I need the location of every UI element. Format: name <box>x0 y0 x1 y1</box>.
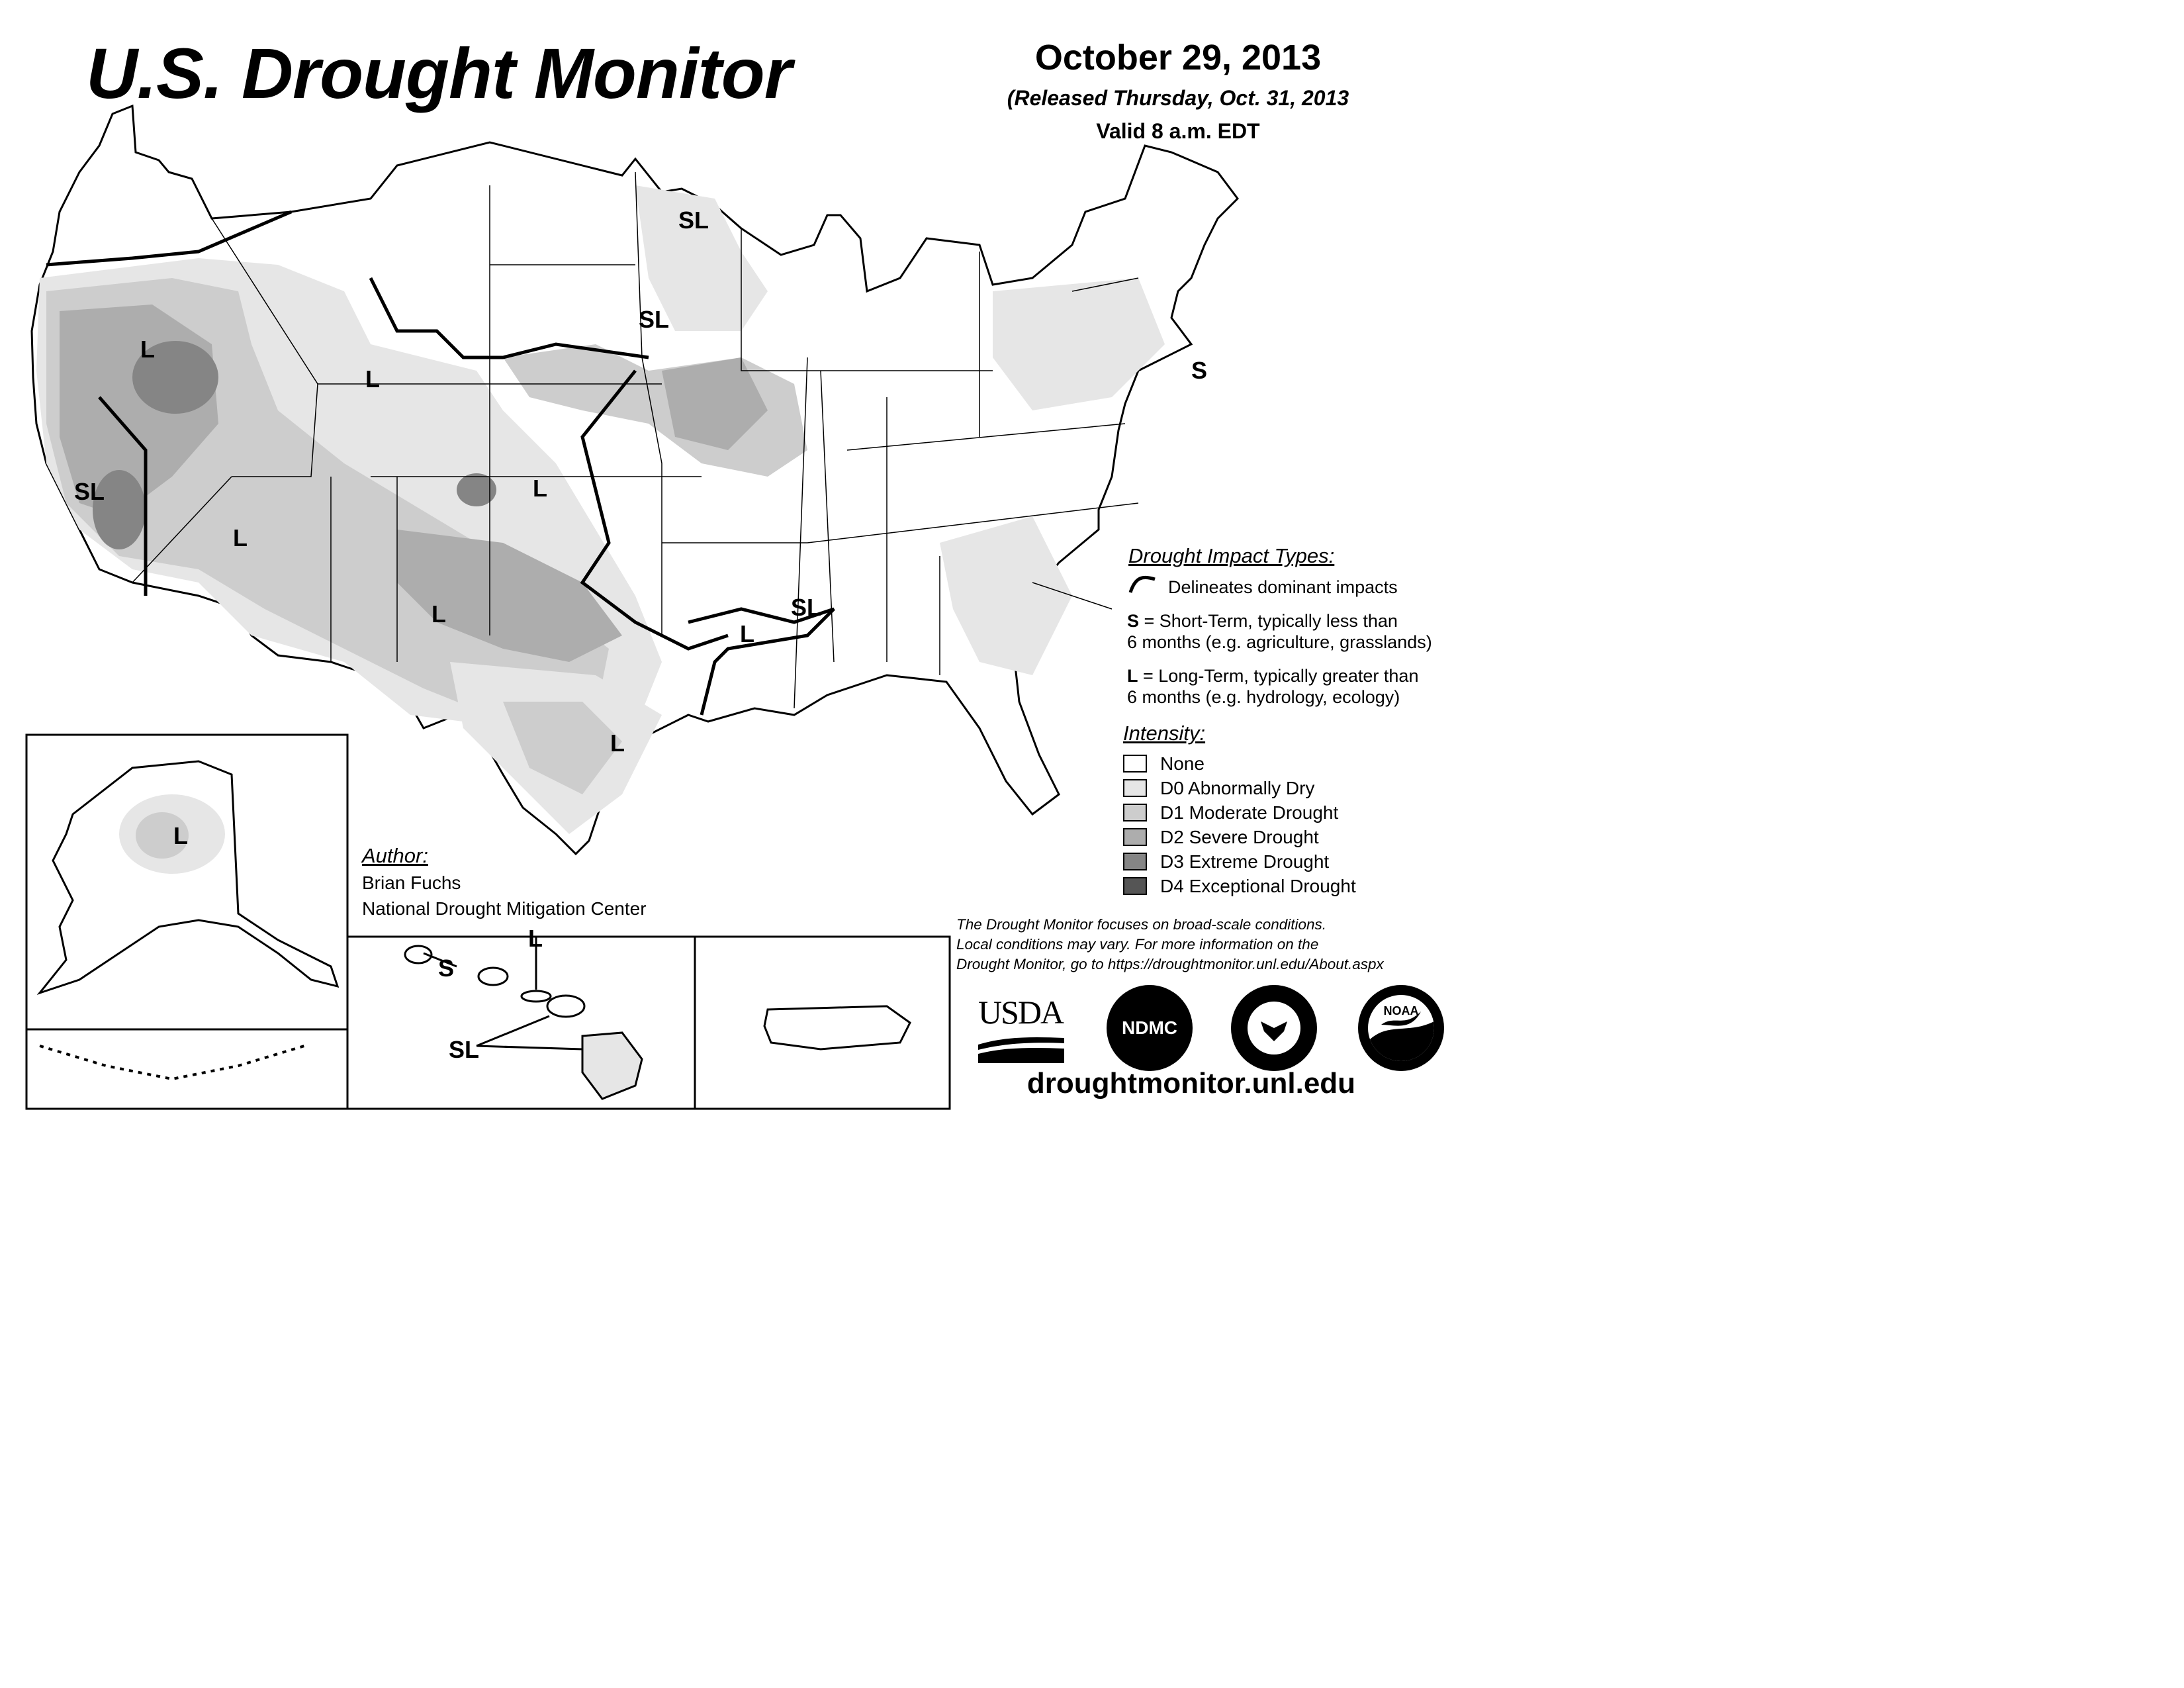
long-term-key: L <box>1127 666 1138 686</box>
aleutian-chain <box>40 1046 304 1079</box>
legend-row-d1 <box>1123 800 1356 825</box>
map-title: U.S. Drought Monitor <box>86 33 792 113</box>
map-label-l-oregon: L <box>140 336 155 363</box>
map-label-l-arizona: L <box>233 524 248 551</box>
noaa-logo-text: NOAA <box>1383 1004 1419 1017</box>
drought-monitor-note <box>956 915 1384 974</box>
legend-swatch-d1 <box>1123 804 1147 821</box>
legend-swatch-d2 <box>1123 828 1147 846</box>
website-link[interactable]: droughtmonitor.unl.edu <box>1026 1067 1356 1100</box>
legend-label: D0 Abnormally Dry <box>1160 777 1315 798</box>
hawaii-molokai <box>522 991 551 1002</box>
short-term-definition <box>1127 610 1432 653</box>
noaa-logo-inner <box>1368 995 1434 1061</box>
impact-types-heading: Drought Impact Types: <box>1128 544 1335 567</box>
map-label-l-colorado: L <box>533 475 547 502</box>
intensity-legend <box>1123 751 1356 898</box>
impact-delineates-text: Delineates dominant impacts <box>1168 577 1398 597</box>
legend-label: None <box>1160 753 1205 774</box>
d3-colorado <box>457 473 496 506</box>
legend-row-none <box>1123 751 1356 776</box>
short-term-line2: 6 months (e.g. agriculture, grasslands) <box>1127 632 1432 652</box>
alaska-outline <box>40 761 338 993</box>
map-label-l-wyoming: L <box>365 365 380 393</box>
map-label-s-northeast: S <box>1191 357 1208 384</box>
ndmc-logo-text: NDMC <box>1122 1017 1177 1038</box>
short-term-key: S <box>1127 611 1140 631</box>
legend-label: D3 Extreme Drought <box>1160 851 1330 872</box>
commerce-seal-icon <box>1231 985 1317 1071</box>
legend-row-d3 <box>1123 849 1356 874</box>
short-term-line1: = Short-Term, typically less than <box>1139 611 1398 631</box>
map-label-l-alaska: L <box>173 822 188 849</box>
legend-row-d2 <box>1123 825 1356 849</box>
noaa-logo <box>1358 985 1444 1071</box>
usda-logo-text: USDA <box>978 994 1064 1031</box>
usda-logo <box>978 993 1064 1059</box>
hawaii-inset <box>405 925 642 1099</box>
note-line-1: The Drought Monitor focuses on broad-scale conditions. <box>956 916 1327 933</box>
map-label-l-newmexico: L <box>432 600 446 628</box>
d0-northeast <box>993 278 1165 410</box>
author-heading: Author: <box>362 844 428 867</box>
legend-swatch-d0 <box>1123 779 1147 797</box>
legend-swatch-d3 <box>1123 853 1147 870</box>
map-label-sl-tennessee: SL <box>791 594 822 621</box>
commerce-seal-inner <box>1248 1002 1300 1055</box>
map-label-s-hawaii: S <box>438 955 455 982</box>
legend-swatch-none <box>1123 755 1147 773</box>
conus-map <box>32 106 1238 854</box>
legend-row-d0 <box>1123 776 1356 800</box>
eagle-icon <box>1257 1011 1291 1045</box>
ndmc-logo <box>1107 985 1193 1071</box>
hawaii-oahu <box>478 968 508 985</box>
long-term-line1: = Long-Term, typically greater than <box>1138 666 1419 686</box>
map-label-l-hawaii: L <box>528 925 543 952</box>
map-date: October 29, 2013 <box>1034 38 1322 77</box>
legend-swatch-d4 <box>1123 877 1147 895</box>
author-name: Brian Fuchs <box>362 872 461 893</box>
puerto-rico-outline <box>764 1006 910 1049</box>
long-term-line2: 6 months (e.g. hydrology, ecology) <box>1127 687 1400 707</box>
map-label-sl-iowa: SL <box>639 306 670 333</box>
legend-row-d4 <box>1123 874 1356 898</box>
map-label-sl-california: SL <box>74 478 105 505</box>
author-org: National Drought Mitigation Center <box>362 898 647 919</box>
release-date: (Released Thursday, Oct. 31, 2013 <box>1007 86 1349 110</box>
legend-label: D1 Moderate Drought <box>1160 802 1339 823</box>
map-label-sl-minnesota: SL <box>678 207 709 234</box>
hawaii-big-island <box>582 1033 642 1099</box>
map-label-l-arkansas: L <box>740 620 754 647</box>
valid-time: Valid 8 a.m. EDT <box>1096 119 1260 143</box>
usda-logo-stripes <box>978 1031 1064 1064</box>
legend-label: D2 Severe Drought <box>1160 826 1319 847</box>
long-term-definition <box>1127 665 1418 708</box>
hawaii-maui <box>547 996 584 1017</box>
intensity-heading: Intensity: <box>1123 722 1206 745</box>
map-label-l-texas: L <box>610 729 625 757</box>
note-line-3: Drought Monitor, go to https://droughtmonitor.unl.edu/About.aspx <box>956 956 1384 972</box>
map-label-sl-hawaii: SL <box>449 1036 480 1063</box>
legend-label: D4 Exceptional Drought <box>1160 875 1356 896</box>
alaska-inset <box>40 761 338 1079</box>
impact-line-swatch <box>1130 577 1155 592</box>
note-line-2: Local conditions may vary. For more information on the <box>956 936 1319 953</box>
